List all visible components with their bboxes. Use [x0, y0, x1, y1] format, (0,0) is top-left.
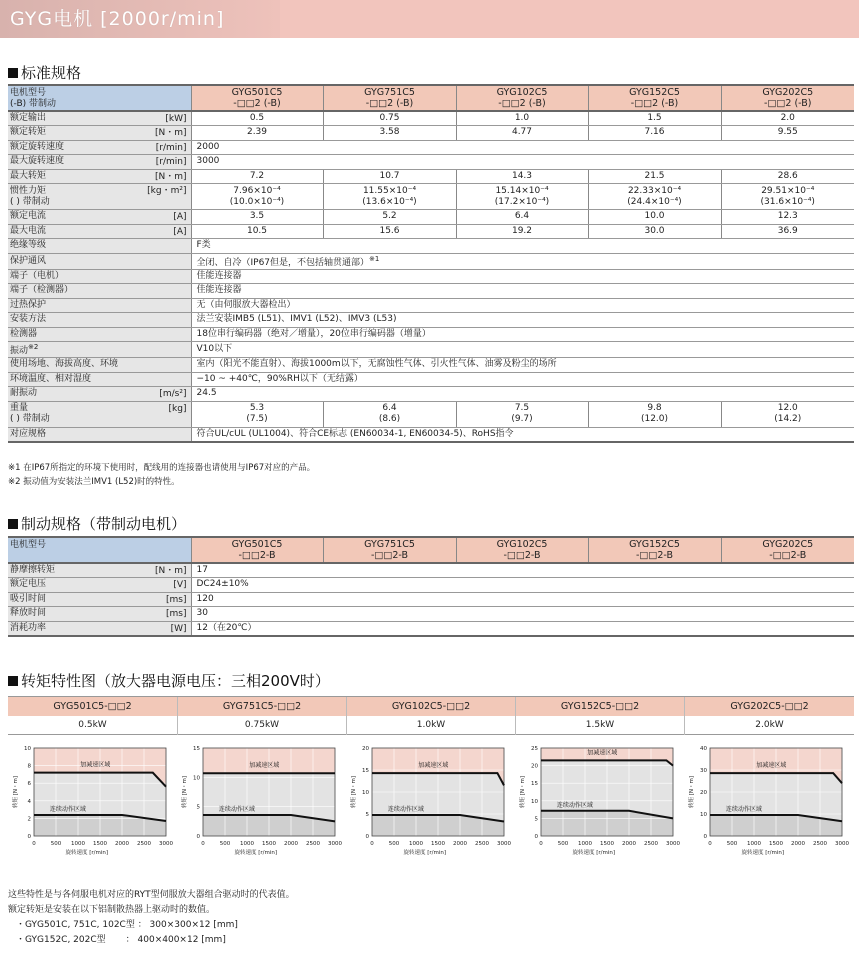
cell: 6.4	[456, 210, 588, 225]
x-tick-label: 3000	[497, 841, 511, 847]
cell: 符合UL/cUL (UL1004)、符合CE标志 (EN60034-1, EN60034-5)、RoHS指令	[191, 427, 854, 442]
section-title-standard: 标准规格	[8, 62, 81, 83]
torque-chart-svg	[515, 742, 680, 867]
x-tick-label: 2500	[475, 841, 489, 847]
table-row	[8, 372, 854, 387]
cell: 14.3	[456, 169, 588, 184]
x-tick-label: 0	[32, 841, 36, 847]
table-row	[8, 578, 854, 593]
model-header: GYG152C5 -□□2 (-B)	[588, 85, 721, 111]
row-label: 检测器	[8, 327, 191, 342]
x-axis-label: 旋转速度 [r/min]	[234, 850, 278, 856]
y-tick-label: 0	[703, 834, 707, 840]
cell: 法兰安装IMB5 (L51)、IMV1 (L52)、IMV3 (L53)	[191, 313, 854, 328]
table-row	[8, 592, 854, 607]
cell: F类	[191, 239, 854, 254]
x-tick-label: 1500	[262, 841, 276, 847]
table-row	[8, 239, 854, 254]
y-tick-label: 4	[27, 798, 31, 805]
model-header: GYG202C5 -□□2-B	[721, 537, 854, 563]
cell: 0.5	[191, 111, 323, 126]
page-title: GYG电机 [2000r/min]	[10, 8, 225, 30]
x-tick-label: 0	[708, 841, 712, 847]
cell: 17	[191, 563, 854, 578]
row-label: 吸引时间 [ms]	[8, 592, 191, 607]
table-row	[8, 224, 854, 239]
model-header: GYG501C5 -□□2 (-B)	[191, 85, 323, 111]
x-tick-label: 2500	[306, 841, 320, 847]
cell: V10以下	[191, 342, 854, 358]
y-tick-label: 0	[196, 834, 200, 840]
note: ※1 在IP67所指定的环境下使用时，配线用的连接器也请使用与IP67对应的产品。	[8, 463, 316, 473]
row-label: 耐振动 [m/s²]	[8, 387, 191, 402]
cell: 12.0 (14.2)	[721, 401, 854, 427]
y-tick-label: 30	[700, 768, 707, 774]
cell: 7.5 (9.7)	[456, 401, 588, 427]
torque-header-cell: GYG202C5-□□2 2.0kW	[684, 697, 854, 735]
cell: 30.0	[588, 224, 721, 239]
row-label: 最大转矩 [N・m]	[8, 169, 191, 184]
x-tick-label: 1000	[747, 841, 761, 847]
cell: 0.75	[323, 111, 456, 126]
cell: 室内（阳光不能直射）、海拔1000m以下，无腐蚀性气体、引火性气体、油雾及粉尘的场所	[191, 358, 854, 373]
torque-chart	[8, 742, 173, 867]
x-tick-label: 2500	[644, 841, 658, 847]
x-axis-label: 旋转速度 [r/min]	[572, 850, 616, 856]
continuous-region-label: 连续动作区域	[725, 805, 762, 813]
cell: 10.5	[191, 224, 323, 239]
cell: 7.96×10⁻⁴ (10.0×10⁻⁴)	[191, 184, 323, 210]
y-tick-label: 0	[27, 834, 31, 840]
x-tick-label: 1000	[71, 841, 85, 847]
x-tick-label: 500	[50, 841, 62, 847]
x-tick-label: 500	[726, 841, 738, 847]
cell: 3.5	[191, 210, 323, 225]
x-tick-label: 3000	[159, 841, 173, 847]
model-header: GYG202C5 -□□2 (-B)	[721, 85, 854, 111]
cell: 9.55	[721, 126, 854, 141]
y-tick-label: 15	[362, 768, 369, 774]
cell: 18位串行编码器（绝对／增量），20位串行编码器（增量）	[191, 327, 854, 342]
footnote-line: 额定转矩是安装在以下铝制散热器上驱动时的数值。	[8, 905, 216, 915]
x-tick-label: 3000	[328, 841, 342, 847]
y-tick-label: 15	[531, 781, 538, 788]
cell: 36.9	[721, 224, 854, 239]
table-row	[8, 269, 854, 284]
table-row	[8, 427, 854, 442]
y-tick-label: 10	[700, 812, 707, 818]
cell: 7.2	[191, 169, 323, 184]
x-tick-label: 500	[219, 841, 231, 847]
row-label: 安装方法	[8, 313, 191, 328]
cell: 1.5	[588, 111, 721, 126]
y-tick-label: 10	[193, 775, 200, 782]
footnote	[8, 888, 295, 948]
table-row	[8, 298, 854, 313]
x-tick-label: 1500	[600, 841, 614, 847]
x-tick-label: 2500	[813, 841, 827, 847]
continuous-region-label: 连续动作区域	[218, 805, 255, 813]
header-label: 电机型号 (-B) 带制动	[8, 85, 191, 111]
model-header: GYG751C5 -□□2-B	[323, 537, 456, 563]
square-bullet-icon	[8, 676, 18, 686]
row-label: 最大电流 [A]	[8, 224, 191, 239]
y-axis-label: 转矩 [N・m]	[13, 775, 19, 809]
y-tick-label: 10	[531, 798, 538, 805]
cell: DC24±10%	[191, 578, 854, 593]
y-tick-label: 5	[534, 816, 538, 823]
accel-region-label: 加减速区域	[418, 762, 449, 770]
table-row	[8, 342, 854, 358]
row-label: 使用场地、海拔高度、环境	[8, 358, 191, 373]
row-label: 保护通风	[8, 253, 191, 269]
row-label: 静摩擦转矩 [N・m]	[8, 563, 191, 578]
row-label: 额定电流 [A]	[8, 210, 191, 225]
torque-chart	[177, 742, 342, 867]
y-axis-label: 转矩 [N・m]	[520, 775, 526, 809]
x-tick-label: 500	[557, 841, 569, 847]
y-tick-label: 5	[196, 804, 200, 811]
x-tick-label: 1000	[409, 841, 423, 847]
cell: 15.6	[323, 224, 456, 239]
section-title-brake: 制动规格（带制动电机）	[8, 513, 186, 534]
cell: 24.5	[191, 387, 854, 402]
cell: 佳能连接器	[191, 284, 854, 299]
torque-chart	[515, 742, 680, 867]
y-tick-label: 10	[24, 746, 31, 752]
x-tick-label: 0	[370, 841, 374, 847]
torque-chart	[346, 742, 511, 867]
cell: 无（由伺服放大器检出）	[191, 298, 854, 313]
cell: 5.2	[323, 210, 456, 225]
table-row	[8, 327, 854, 342]
continuous-region-label: 连续动作区域	[556, 801, 593, 809]
torque-chart-svg	[8, 742, 173, 867]
table-row	[8, 358, 854, 373]
x-tick-label: 2000	[115, 841, 129, 847]
cell: 29.51×10⁻⁴ (31.6×10⁻⁴)	[721, 184, 854, 210]
x-tick-label: 1500	[769, 841, 783, 847]
table-row	[8, 111, 854, 126]
cell: 3000	[191, 155, 854, 170]
x-axis-label: 旋转速度 [r/min]	[741, 850, 785, 856]
standard-spec-table	[8, 84, 854, 443]
cell: 7.16	[588, 126, 721, 141]
row-label: 重量 ( ) 带制动 [kg]	[8, 401, 191, 427]
cell: 30	[191, 607, 854, 622]
row-label: 绝缘等级	[8, 239, 191, 254]
y-axis-label: 转矩 [N・m]	[182, 775, 188, 809]
cell: 1.0	[456, 111, 588, 126]
row-label: 端子（电机）	[8, 269, 191, 284]
x-tick-label: 1500	[93, 841, 107, 847]
torque-chart-svg	[684, 742, 849, 867]
header-label: 电机型号	[8, 537, 191, 563]
x-tick-label: 500	[388, 841, 400, 847]
table-row	[8, 563, 854, 578]
row-label: 最大旋转速度 [r/min]	[8, 155, 191, 170]
table-row	[8, 155, 854, 170]
y-tick-label: 20	[531, 763, 538, 770]
table-row	[8, 184, 854, 210]
x-tick-label: 0	[539, 841, 543, 847]
continuous-region-label: 连续动作区域	[49, 805, 86, 813]
x-tick-label: 2000	[791, 841, 805, 847]
cell: 11.55×10⁻⁴ (13.6×10⁻⁴)	[323, 184, 456, 210]
row-label: 额定旋转速度 [r/min]	[8, 140, 191, 155]
cell: 2.0	[721, 111, 854, 126]
model-header: GYG751C5 -□□2 (-B)	[323, 85, 456, 111]
cell: 12（在20℃）	[191, 621, 854, 636]
square-bullet-icon	[8, 68, 18, 78]
row-label: 额定电压 [V]	[8, 578, 191, 593]
cell: −10 ~ +40℃，90%RH以下（无结露）	[191, 372, 854, 387]
x-tick-label: 0	[201, 841, 205, 847]
cell: 2000	[191, 140, 854, 155]
cell: 28.6	[721, 169, 854, 184]
footnote-line: ・GYG152C, 202C型 ： 400×400×12 [mm]	[16, 935, 226, 945]
accel-region-label: 加减速区域	[756, 762, 787, 770]
y-tick-label: 8	[27, 763, 31, 770]
y-tick-label: 15	[193, 746, 200, 752]
cell: 佳能连接器	[191, 269, 854, 284]
x-tick-label: 3000	[666, 841, 680, 847]
row-label: 额定转矩 [N・m]	[8, 126, 191, 141]
y-tick-label: 0	[534, 834, 538, 840]
table-row	[8, 210, 854, 225]
y-tick-label: 0	[365, 834, 369, 840]
cell: 6.4 (8.6)	[323, 401, 456, 427]
footnote-line: 这些特性是与各伺服电机对应的RYT型伺服放大器组合驱动时的代表值。	[8, 890, 295, 900]
y-tick-label: 25	[531, 746, 538, 752]
table-row	[8, 621, 854, 636]
brake-spec-table	[8, 536, 854, 637]
y-tick-label: 20	[700, 790, 707, 796]
accel-region-label: 加减速区域	[249, 762, 280, 770]
torque-header	[8, 696, 854, 734]
table-row	[8, 313, 854, 328]
table-row	[8, 607, 854, 622]
x-tick-label: 2000	[453, 841, 467, 847]
table-row	[8, 140, 854, 155]
spec-notes	[8, 461, 315, 489]
table-row	[8, 85, 854, 111]
x-tick-label: 1000	[240, 841, 254, 847]
x-tick-label: 3000	[835, 841, 849, 847]
torque-header-cell: GYG102C5-□□2 1.0kW	[346, 697, 515, 735]
cell: 3.58	[323, 126, 456, 141]
y-tick-label: 20	[362, 746, 369, 752]
table-row	[8, 169, 854, 184]
y-tick-label: 5	[365, 812, 369, 818]
row-label: 对应规格	[8, 427, 191, 442]
x-axis-label: 旋转速度 [r/min]	[403, 850, 447, 856]
row-label: 额定输出 [kW]	[8, 111, 191, 126]
note: ※2 振动值为安装法兰IMV1 (L52)时的特性。	[8, 477, 180, 487]
accel-region-label: 加减速区域	[587, 749, 618, 757]
cell: 22.33×10⁻⁴ (24.4×10⁻⁴)	[588, 184, 721, 210]
cell: 2.39	[191, 126, 323, 141]
square-bullet-icon	[8, 519, 18, 529]
cell: 12.3	[721, 210, 854, 225]
torque-header-cell: GYG751C5-□□2 0.75kW	[177, 697, 346, 735]
table-row	[8, 253, 854, 269]
model-header: GYG152C5 -□□2-B	[588, 537, 721, 563]
y-tick-label: 6	[27, 781, 31, 788]
row-label: 端子（检测器）	[8, 284, 191, 299]
torque-header-cell: GYG152C5-□□2 1.5kW	[515, 697, 684, 735]
x-tick-label: 2000	[622, 841, 636, 847]
table-row	[8, 401, 854, 427]
cell: 15.14×10⁻⁴ (17.2×10⁻⁴)	[456, 184, 588, 210]
row-label: 过热保护	[8, 298, 191, 313]
torque-chart	[684, 742, 849, 867]
x-tick-label: 1500	[431, 841, 445, 847]
cell: 120	[191, 592, 854, 607]
row-label: 惯性力矩 ( ) 带制动 [kg・m²]	[8, 184, 191, 210]
cell: 5.3 (7.5)	[191, 401, 323, 427]
table-row	[8, 126, 854, 141]
model-header: GYG102C5 -□□2-B	[456, 537, 588, 563]
row-label: 释放时间 [ms]	[8, 607, 191, 622]
accel-region-label: 加减速区域	[80, 761, 111, 769]
row-label: 振动$^{※2}$	[8, 342, 191, 358]
model-header: GYG501C5 -□□2-B	[191, 537, 323, 563]
cell: 21.5	[588, 169, 721, 184]
title-bar	[0, 0, 859, 38]
section-title-torque: 转矩特性图（放大器电源电压：三相200V时）	[8, 670, 330, 691]
model-header: GYG102C5 -□□2 (-B)	[456, 85, 588, 111]
cell: 10.0	[588, 210, 721, 225]
cell: 全闭、自冷（IP67但是，不包括轴贯通部）$^{※1}$	[191, 253, 854, 269]
table-row	[8, 387, 854, 402]
x-axis-label: 旋转速度 [r/min]	[65, 850, 109, 856]
cell: 10.7	[323, 169, 456, 184]
y-axis-label: 转矩 [N・m]	[351, 775, 357, 809]
cell: 19.2	[456, 224, 588, 239]
row-label: 消耗功率 [W]	[8, 621, 191, 636]
cell: 4.77	[456, 126, 588, 141]
table-row	[8, 284, 854, 299]
torque-chart-svg	[346, 742, 511, 867]
row-label: 环境温度、相对湿度	[8, 372, 191, 387]
x-tick-label: 1000	[578, 841, 592, 847]
y-tick-label: 10	[362, 790, 369, 796]
x-tick-label: 2000	[284, 841, 298, 847]
torque-header-cell: GYG501C5-□□2 0.5kW	[8, 697, 177, 735]
table-row	[8, 537, 854, 563]
y-tick-label: 2	[27, 816, 31, 823]
cell: 9.8 (12.0)	[588, 401, 721, 427]
y-axis-label: 转矩 [N・m]	[689, 775, 695, 809]
y-tick-label: 40	[700, 746, 707, 752]
torque-chart-svg	[177, 742, 342, 867]
footnote-line: ・GYG501C, 751C, 102C型 ： 300×300×12 [mm]	[16, 920, 238, 930]
continuous-region-label: 连续动作区域	[387, 806, 424, 814]
x-tick-label: 2500	[137, 841, 151, 847]
